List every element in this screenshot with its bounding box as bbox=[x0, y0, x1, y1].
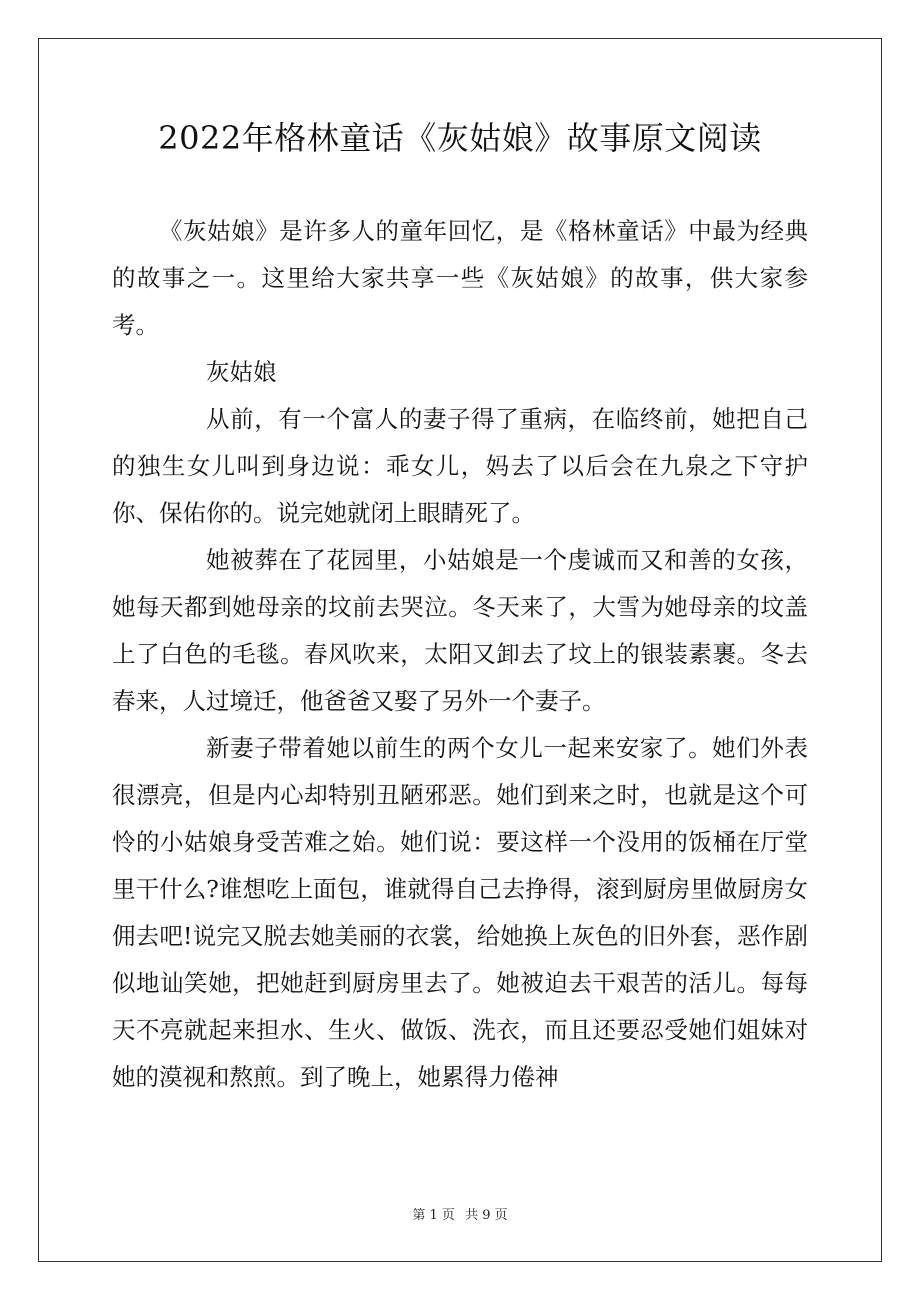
story-paragraph-2: 她被葬在了花园里，小姑娘是一个虔诚而又和善的女孩，她每天都到她母亲的坟前去哭泣。冬天来了，大雪为她母亲的坟盖上了白色的毛毯。春风吹来，太阳又卸去了坟上的银装素裹。冬去春来，人过境迁，他爸爸又娶了另外一个妻子。 bbox=[112, 546, 808, 715]
document-title: 2022年格林童话《灰姑娘》故事原文阅读 bbox=[158, 119, 762, 157]
story-paragraph-3: 新妻子带着她以前生的两个女儿一起来安家了。她们外表很漂亮，但是内心却特别丑陋邪恶。她们到来之时，也就是这个可怜的小姑娘身受苦难之始。她们说：要这样一个没用的饭桶在厅堂里干什么?谁想吃上面包，谁就得自己去挣得，滚到厨房里做厨房女佣去吧!说完又脱去她美丽的衣裳，给她换上灰色的旧外套，恶作剧似地讪笑她，把她赶到厨房里去了。她被迫去干艰苦的活儿。每每天不亮就起来担水、生火、做饭、洗衣，而且还要忍受她们姐妹对她的漠视和熬煎。到了晚上，她累得力倦神 bbox=[112, 734, 808, 1091]
document-body bbox=[112, 208, 808, 1101]
page-number: 第 1 页 bbox=[412, 1208, 455, 1223]
intro-paragraph: 《灰姑娘》是许多人的童年回忆，是《格林童话》中最为经典的故事之一。这里给大家共享一些《灰姑娘》的故事，供大家参考。 bbox=[112, 217, 808, 339]
story-paragraph-1: 从前，有一个富人的妻子得了重病，在临终前，她把自己的独生女儿叫到身边说：乖女儿，妈去了以后会在九泉之下守护你、保佑你的。说完她就闭上眼睛死了。 bbox=[112, 405, 808, 527]
page-total: 共 9 页 bbox=[465, 1208, 508, 1223]
story-subtitle: 灰姑娘 bbox=[206, 358, 277, 386]
page-footer bbox=[0, 1206, 920, 1226]
